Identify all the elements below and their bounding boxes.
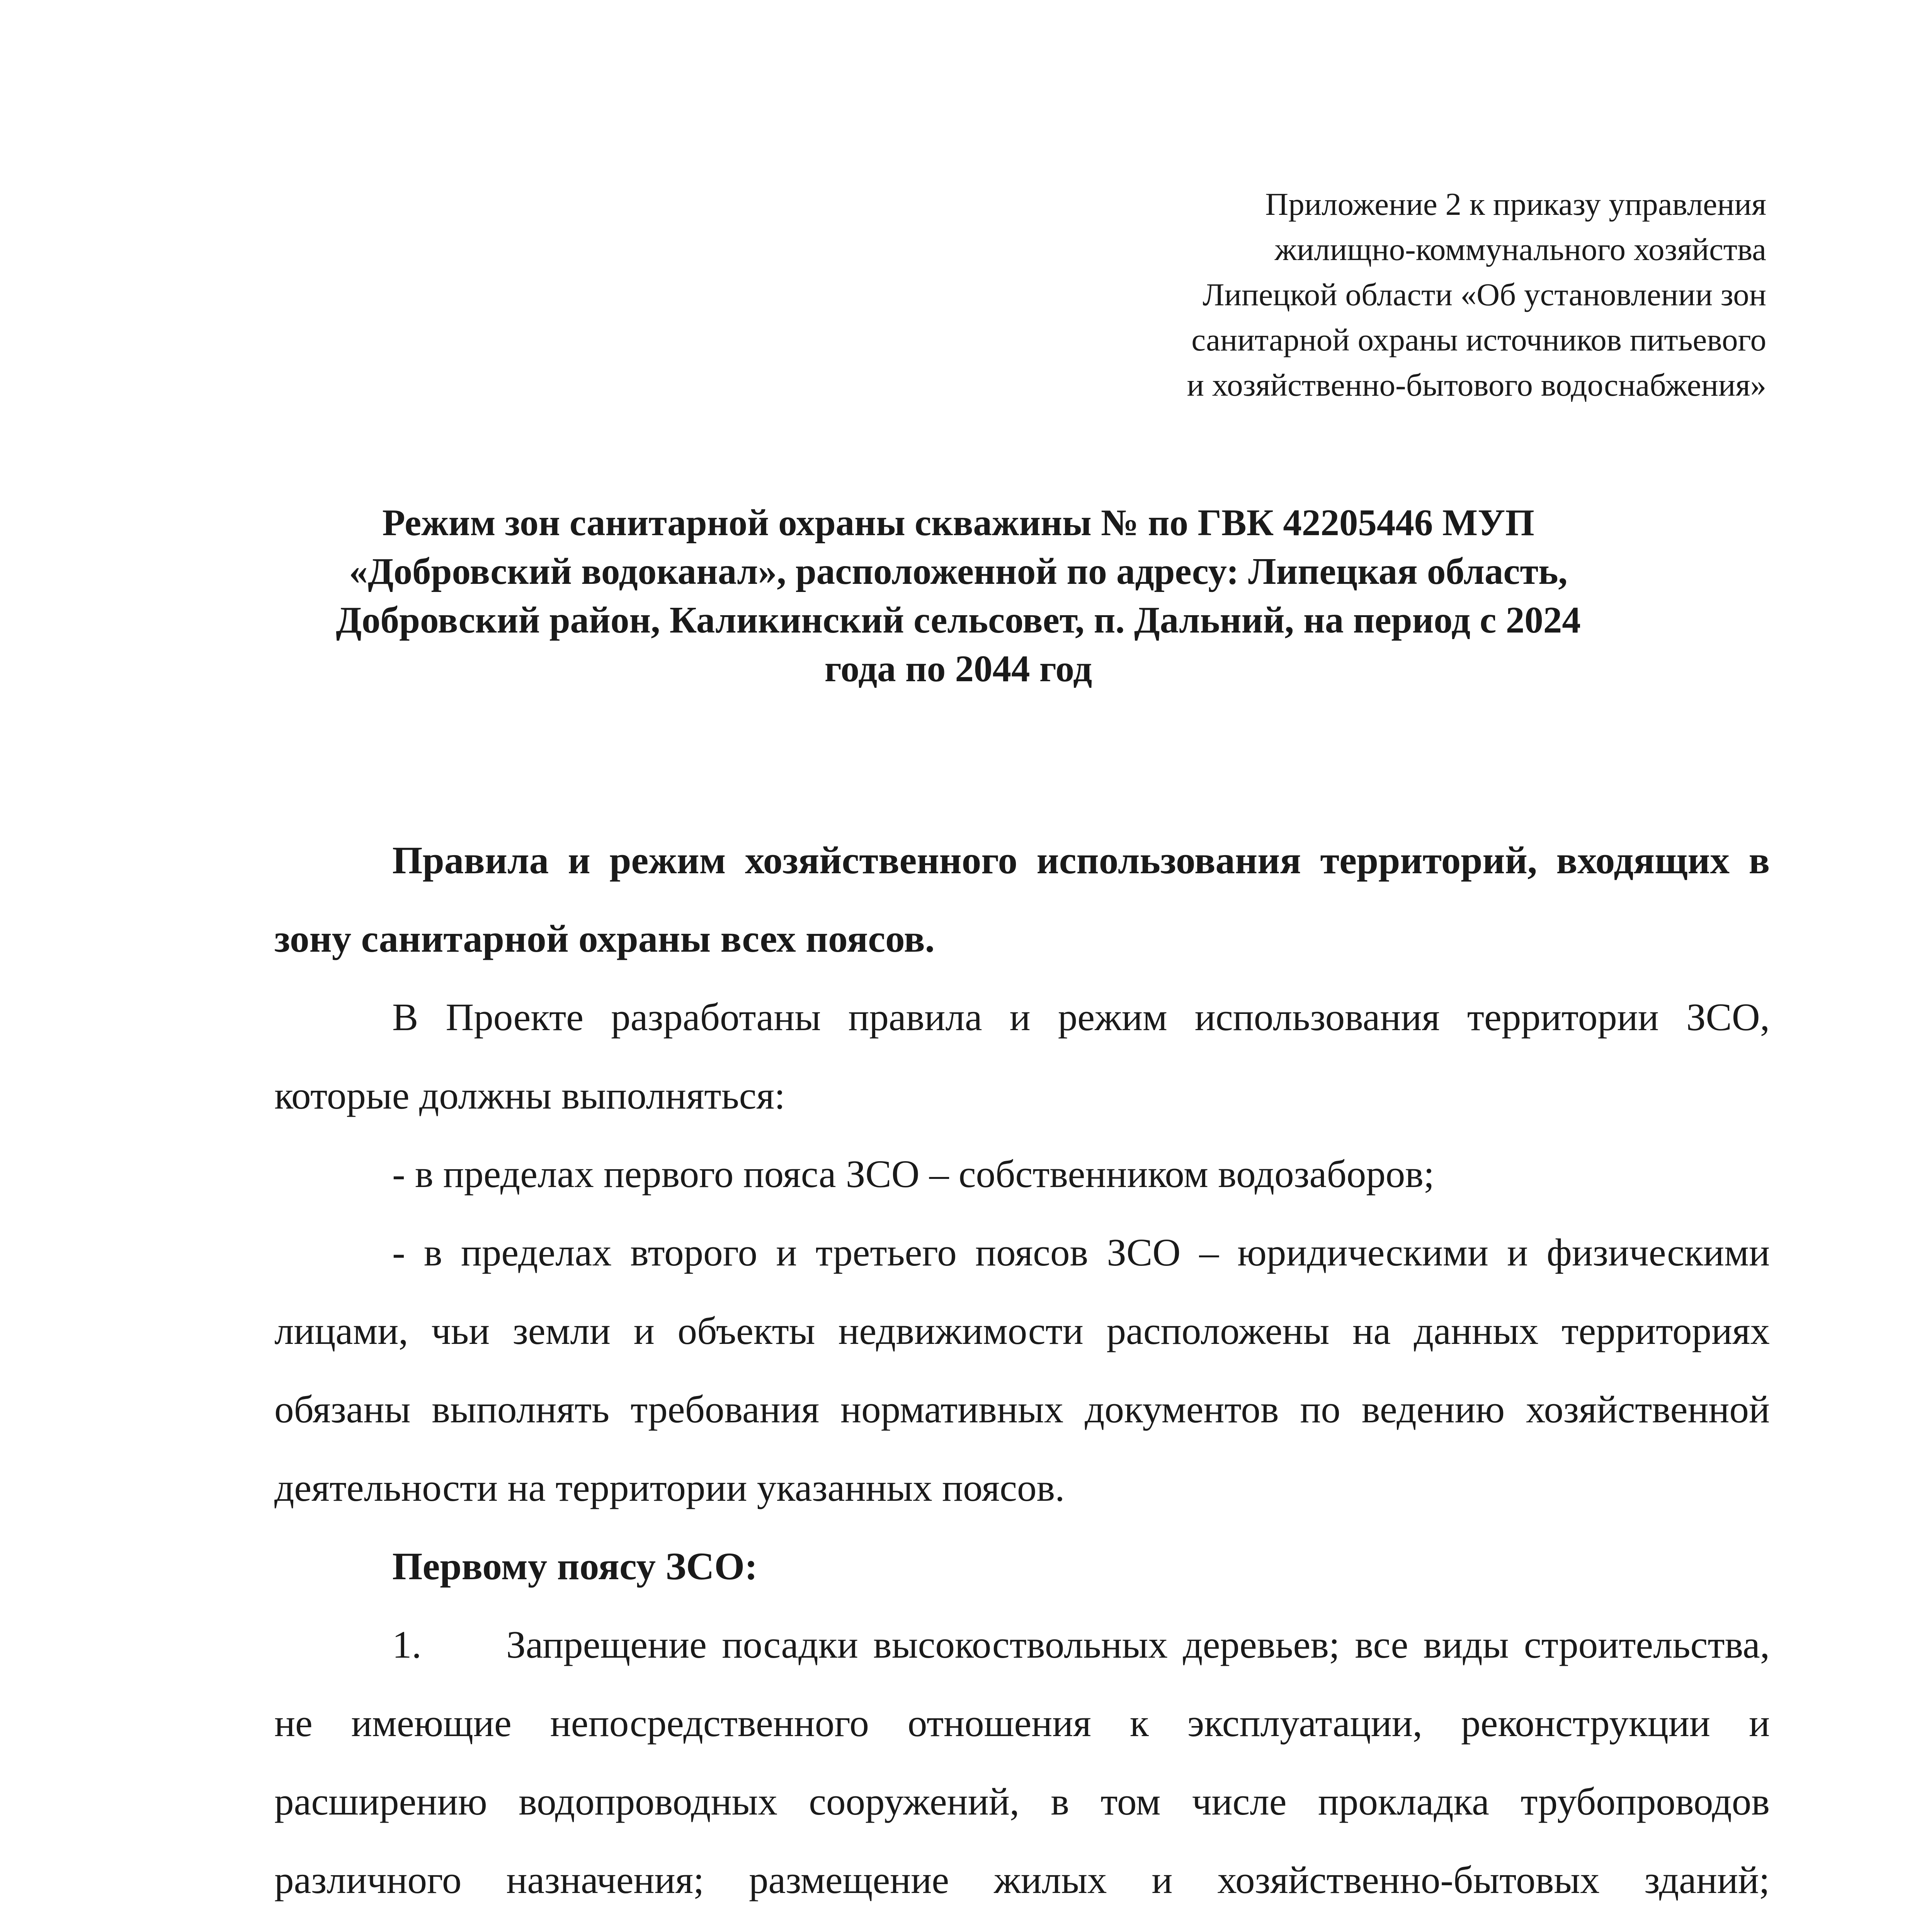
item-number: 1. [392, 1623, 422, 1666]
section-heading: Правила и режим хозяйственного использования территорий, входящих в зону санитарной охраны всех поясов. [274, 838, 1770, 960]
appendix-line: санитарной охраны источников питьевого [1191, 322, 1766, 357]
document-title [232, 498, 1685, 693]
title-line: «Добровский водоканал», расположенной по адресу: Липецкая область, [349, 551, 1568, 592]
document-body [274, 821, 1770, 1932]
appendix-line: Приложение 2 к приказу управления [1265, 186, 1766, 222]
appendix-line: Липецкой области «Об установлении зон [1203, 277, 1766, 312]
title-line: Добровский район, Каликинский сельсовет, п. Дальний, на период с 2024 [336, 599, 1581, 641]
first-belt-item [274, 1605, 1770, 1932]
intro-paragraph: В Проекте разработаны правила и режим использования территории ЗСО, которые должны выполняться: [274, 995, 1770, 1117]
appendix-line: и хозяйственно-бытового водоснабжения» [1187, 367, 1766, 403]
first-belt-heading: Первому поясу ЗСО: [392, 1544, 758, 1588]
title-line: года по 2044 год [824, 648, 1092, 689]
bullet-second-third-belt: - в пределах второго и третьего поясов ЗСО – юридическими и физическими лицами, чьи земли и объекты недвижимости расположены на данных территориях обязаны выполнять требования нормативных документов по ведению хозяйственной деятельности на территории указанных поясов. [274, 1231, 1770, 1509]
appendix-line: жилищно-коммунального хозяйства [1274, 231, 1766, 267]
title-line: Режим зон санитарной охраны скважины № по ГВК 42205446 МУП [382, 502, 1534, 543]
appendix-note [993, 182, 1766, 408]
bullet-first-belt: - в пределах первого пояса ЗСО – собственником водозаборов; [392, 1152, 1435, 1196]
item-text: Запрещение посадки высокоствольных деревьев; все виды строительства, не имеющие непосредственного отношения к эксплуатации, реконструкции и расширению водопроводных сооружений, в том числе прокладка трубопроводов различного назначения; размещение жилых и хозяйственно-бытовых зданий; [274, 1623, 1770, 1901]
